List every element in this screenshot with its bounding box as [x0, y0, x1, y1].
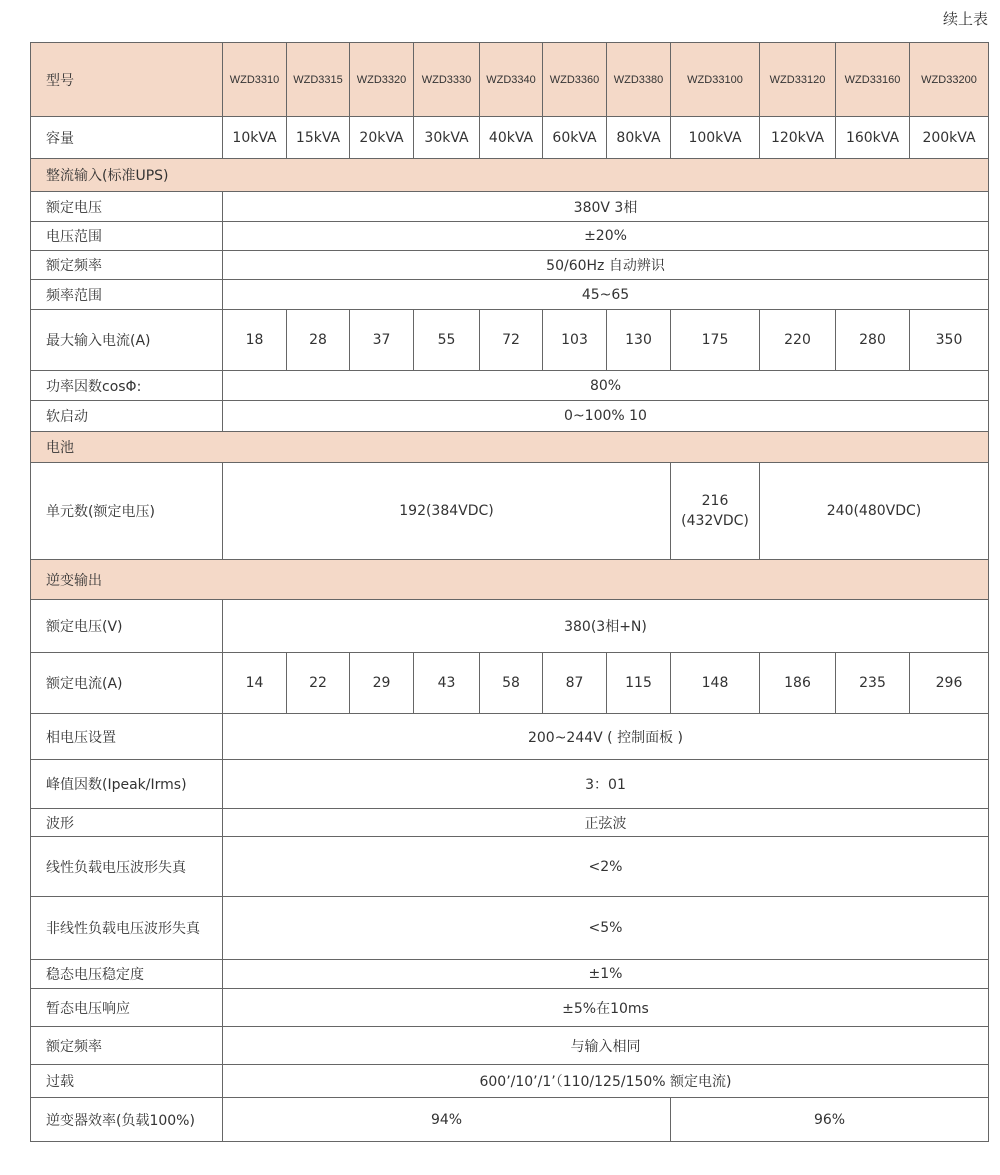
capacity-cell: 40kVA [480, 117, 543, 159]
max-input-current-row [31, 310, 989, 371]
row-label: 软启动 [31, 401, 223, 432]
battery-cells-voltage: (432VDC) [681, 513, 749, 529]
current-cell: 235 [836, 653, 910, 714]
spec-row [31, 760, 989, 809]
row-label: 额定频率 [31, 1027, 223, 1065]
spec-row [31, 989, 989, 1027]
row-value: 50/60Hz 自动辨识 [223, 251, 989, 280]
current-cell: 296 [910, 653, 989, 714]
current-cell: 220 [760, 310, 836, 371]
spec-row [31, 1027, 989, 1065]
spec-row [31, 1065, 989, 1098]
current-cell: 22 [287, 653, 350, 714]
battery-value: 192(384VDC) [223, 463, 671, 560]
battery-value [671, 463, 760, 560]
capacity-cell: 200kVA [910, 117, 989, 159]
row-label: 电压范围 [31, 222, 223, 251]
current-cell: 18 [223, 310, 287, 371]
current-cell: 115 [607, 653, 671, 714]
current-cell: 43 [414, 653, 480, 714]
current-cell: 350 [910, 310, 989, 371]
spec-row [31, 714, 989, 760]
capacity-label: 容量 [31, 117, 223, 159]
current-cell: 14 [223, 653, 287, 714]
spec-row [31, 897, 989, 960]
row-value: 380V 3相 [223, 192, 989, 222]
capacity-cell: 15kVA [287, 117, 350, 159]
row-value: <5% [223, 897, 989, 960]
rated-current-row [31, 653, 989, 714]
spec-row [31, 600, 989, 653]
current-cell: 37 [350, 310, 414, 371]
row-label: 波形 [31, 809, 223, 837]
capacity-cell: 30kVA [414, 117, 480, 159]
section-title: 逆变输出 [31, 560, 989, 600]
current-cell: 87 [543, 653, 607, 714]
row-value: 正弦波 [223, 809, 989, 837]
model-cell: WZD33100 [671, 43, 760, 117]
current-cell: 148 [671, 653, 760, 714]
spec-row [31, 192, 989, 222]
current-cell: 103 [543, 310, 607, 371]
row-value: 380(3相+N) [223, 600, 989, 653]
model-cell: WZD33200 [910, 43, 989, 117]
model-cell: WZD3380 [607, 43, 671, 117]
row-value: <2% [223, 837, 989, 897]
spec-row [31, 280, 989, 310]
row-value: ±20% [223, 222, 989, 251]
row-label: 功率因数cosΦ: [31, 371, 223, 401]
capacity-cell: 80kVA [607, 117, 671, 159]
section-inverter [31, 560, 989, 600]
row-label: 额定电压 [31, 192, 223, 222]
capacity-cell: 120kVA [760, 117, 836, 159]
row-value: 200~244V ( 控制面板 ) [223, 714, 989, 760]
spec-row [31, 251, 989, 280]
capacity-row [31, 117, 989, 159]
row-label: 额定电压(V) [31, 600, 223, 653]
current-cell: 28 [287, 310, 350, 371]
model-cell: WZD3315 [287, 43, 350, 117]
current-cell: 280 [836, 310, 910, 371]
row-label: 单元数(额定电压) [31, 463, 223, 560]
capacity-cell: 100kVA [671, 117, 760, 159]
row-value: ±5%在10ms [223, 989, 989, 1027]
spec-row [31, 401, 989, 432]
efficiency-row [31, 1098, 989, 1142]
model-cell: WZD33160 [836, 43, 910, 117]
model-cell: WZD3330 [414, 43, 480, 117]
efficiency-value: 96% [671, 1098, 989, 1142]
battery-value: 240(480VDC) [760, 463, 989, 560]
row-label: 逆变器效率(负载100%) [31, 1098, 223, 1142]
current-cell: 130 [607, 310, 671, 371]
row-label: 额定电流(A) [31, 653, 223, 714]
model-cell: WZD3310 [223, 43, 287, 117]
capacity-cell: 60kVA [543, 117, 607, 159]
section-battery [31, 432, 989, 463]
capacity-cell: 160kVA [836, 117, 910, 159]
current-cell: 72 [480, 310, 543, 371]
row-label: 稳态电压稳定度 [31, 960, 223, 989]
battery-cells-count: 216 [701, 493, 729, 509]
row-label: 非线性负载电压波形失真 [31, 897, 223, 960]
current-cell: 58 [480, 653, 543, 714]
spec-row [31, 371, 989, 401]
row-label: 额定频率 [31, 251, 223, 280]
section-title: 电池 [31, 432, 989, 463]
spec-row [31, 809, 989, 837]
row-label: 过载 [31, 1065, 223, 1098]
row-label: 相电压设置 [31, 714, 223, 760]
row-value: 3：01 [223, 760, 989, 809]
model-cell: WZD3360 [543, 43, 607, 117]
row-value: ±1% [223, 960, 989, 989]
capacity-cell: 10kVA [223, 117, 287, 159]
row-label: 最大输入电流(A) [31, 310, 223, 371]
section-rectifier [31, 159, 989, 192]
spec-row [31, 960, 989, 989]
efficiency-value: 94% [223, 1098, 671, 1142]
current-cell: 29 [350, 653, 414, 714]
row-label: 峰值因数(Ipeak/Irms) [31, 760, 223, 809]
model-cell: WZD3340 [480, 43, 543, 117]
row-label: 暂态电压响应 [31, 989, 223, 1027]
current-cell: 175 [671, 310, 760, 371]
current-cell: 55 [414, 310, 480, 371]
model-label: 型号 [31, 43, 223, 117]
spec-row [31, 222, 989, 251]
row-value: 45~65 [223, 280, 989, 310]
spec-row [31, 837, 989, 897]
row-value: 0~100% 10 [223, 401, 989, 432]
section-title: 整流输入(标准UPS) [31, 159, 989, 192]
row-value: 与输入相同 [223, 1027, 989, 1065]
row-label: 频率范围 [31, 280, 223, 310]
model-cell: WZD3320 [350, 43, 414, 117]
battery-cells-row [31, 463, 989, 560]
row-value: 80% [223, 371, 989, 401]
model-cell: WZD33120 [760, 43, 836, 117]
current-cell: 186 [760, 653, 836, 714]
row-label: 线性负载电压波形失真 [31, 837, 223, 897]
continued-label: 续上表 [942, 10, 988, 28]
ups-spec-table [30, 42, 989, 1142]
model-row [31, 43, 989, 117]
capacity-cell: 20kVA [350, 117, 414, 159]
row-value: 600’/10’/1’（110/125/150% 额定电流) [223, 1065, 989, 1098]
